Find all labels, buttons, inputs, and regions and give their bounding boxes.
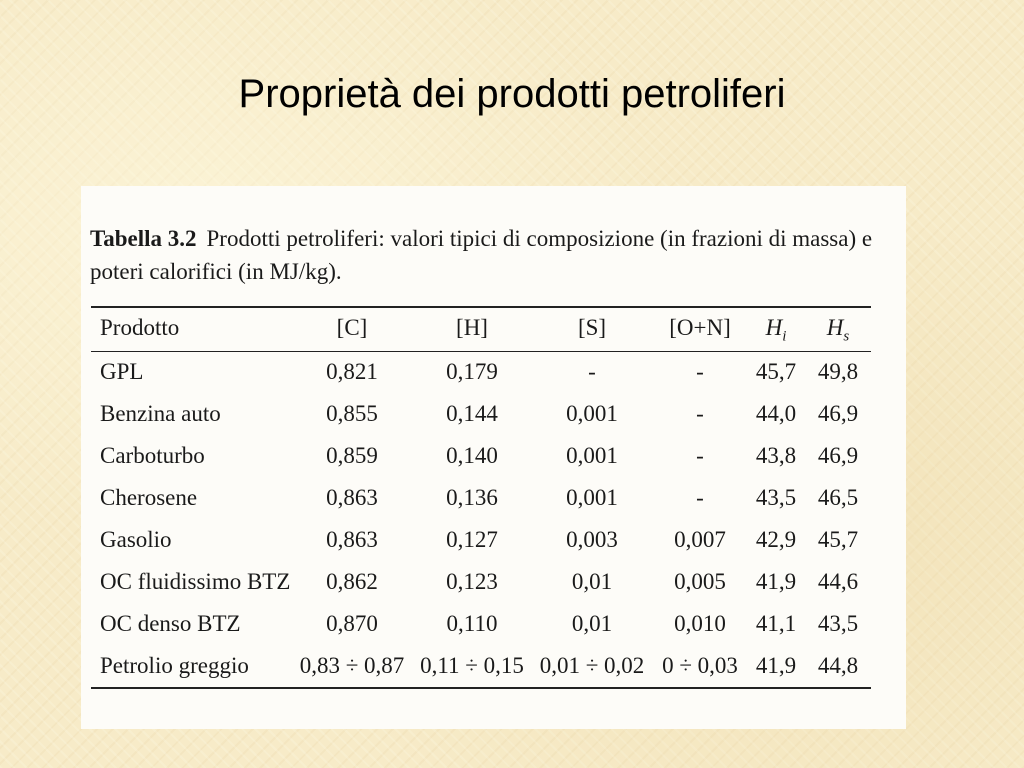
header-carbon: [C] — [336, 315, 368, 340]
cell-sulfur: 0,01 — [571, 569, 613, 594]
cell-carbon: 0,83 ÷ 0,87 — [299, 653, 405, 678]
cell-prodotto: Gasolio — [100, 527, 172, 552]
cell-carbon: 0,863 — [326, 485, 378, 510]
header-hydrogen: [H] — [456, 315, 488, 340]
cell-carbon: 0,855 — [326, 401, 378, 426]
cell-carbon: 0,863 — [326, 527, 378, 552]
cell-hydrogen: 0,144 — [446, 401, 498, 426]
header-hi-subscript: i — [782, 328, 787, 345]
cell-hs: 43,5 — [817, 611, 859, 636]
cell-sulfur: 0,01 ÷ 0,02 — [539, 653, 645, 678]
cell-hs: 44,6 — [817, 569, 859, 594]
cell-prodotto: Benzina auto — [100, 401, 221, 426]
header-hi — [747, 314, 805, 351]
cell-hydrogen: 0,136 — [446, 485, 498, 510]
cell-hs: 45,7 — [817, 527, 859, 552]
cell-sulfur: - — [588, 359, 596, 384]
cell-hi: 43,5 — [755, 485, 797, 510]
cell-oxygen-nitrogen: - — [696, 359, 704, 384]
cell-hydrogen: 0,140 — [446, 443, 498, 468]
table-scan-image — [81, 186, 906, 729]
cell-hi: 45,7 — [755, 359, 797, 384]
cell-oxygen-nitrogen: 0,005 — [674, 569, 726, 594]
cell-hi: 42,9 — [755, 527, 797, 552]
cell-sulfur: 0,01 — [571, 611, 613, 636]
cell-hs: 46,5 — [817, 485, 859, 510]
cell-hi: 41,1 — [755, 611, 797, 636]
cell-prodotto: Cherosene — [100, 485, 198, 510]
cell-prodotto: Petrolio greggio — [100, 653, 249, 678]
cell-oxygen-nitrogen: - — [696, 485, 704, 510]
cell-carbon: 0,862 — [326, 569, 378, 594]
cell-prodotto: GPL — [100, 359, 144, 384]
cell-oxygen-nitrogen: 0,010 — [674, 611, 726, 636]
table-caption-label: Tabella 3.2 — [90, 226, 197, 251]
table-bottom-rule — [91, 687, 871, 689]
cell-sulfur: 0,001 — [566, 443, 618, 468]
cell-prodotto: OC denso BTZ — [100, 611, 241, 636]
cell-carbon: 0,859 — [326, 443, 378, 468]
cell-hs: 46,9 — [817, 401, 859, 426]
cell-sulfur: 0,001 — [566, 401, 618, 426]
cell-hs: 44,8 — [817, 653, 859, 678]
table-top-rule — [91, 306, 871, 308]
cell-oxygen-nitrogen: 0 ÷ 0,03 — [662, 653, 738, 678]
cell-sulfur: 0,001 — [566, 485, 618, 510]
cell-hydrogen: 0,11 ÷ 0,15 — [420, 653, 524, 678]
cell-hi: 43,8 — [755, 443, 797, 468]
header-prodotto: Prodotto — [100, 315, 180, 340]
table-header-rule — [91, 351, 871, 352]
header-oxygen-nitrogen: [O+N] — [669, 315, 731, 340]
cell-hs: 46,9 — [817, 443, 859, 468]
header-hs-subscript: s — [843, 328, 850, 345]
header-hs — [808, 314, 868, 351]
cell-oxygen-nitrogen: - — [696, 401, 704, 426]
cell-sulfur: 0,003 — [566, 527, 618, 552]
cell-oxygen-nitrogen: - — [696, 443, 704, 468]
cell-hydrogen: 0,123 — [446, 569, 498, 594]
header-hs-symbol: H — [826, 315, 844, 340]
cell-carbon: 0,821 — [326, 359, 378, 384]
table-caption — [90, 222, 890, 288]
header-hi-symbol: H — [765, 315, 783, 340]
cell-hi: 41,9 — [755, 653, 797, 678]
cell-hi: 41,9 — [755, 569, 797, 594]
cell-carbon: 0,870 — [326, 611, 378, 636]
table-caption-text: Prodotti petroliferi: valori tipici di composizione (in frazioni di massa) e poteri calorifici (in MJ/kg). — [90, 226, 873, 284]
cell-prodotto: OC fluidissimo BTZ — [100, 569, 291, 594]
cell-hydrogen: 0,127 — [446, 527, 498, 552]
cell-hs: 49,8 — [817, 359, 859, 384]
cell-hydrogen: 0,179 — [446, 359, 498, 384]
cell-hydrogen: 0,110 — [446, 611, 498, 636]
page-title: Proprietà dei prodotti petroliferi — [238, 72, 786, 116]
cell-prodotto: Carboturbo — [100, 443, 205, 468]
cell-hi: 44,0 — [755, 401, 797, 426]
header-sulfur: [S] — [577, 315, 607, 340]
cell-oxygen-nitrogen: 0,007 — [674, 527, 726, 552]
